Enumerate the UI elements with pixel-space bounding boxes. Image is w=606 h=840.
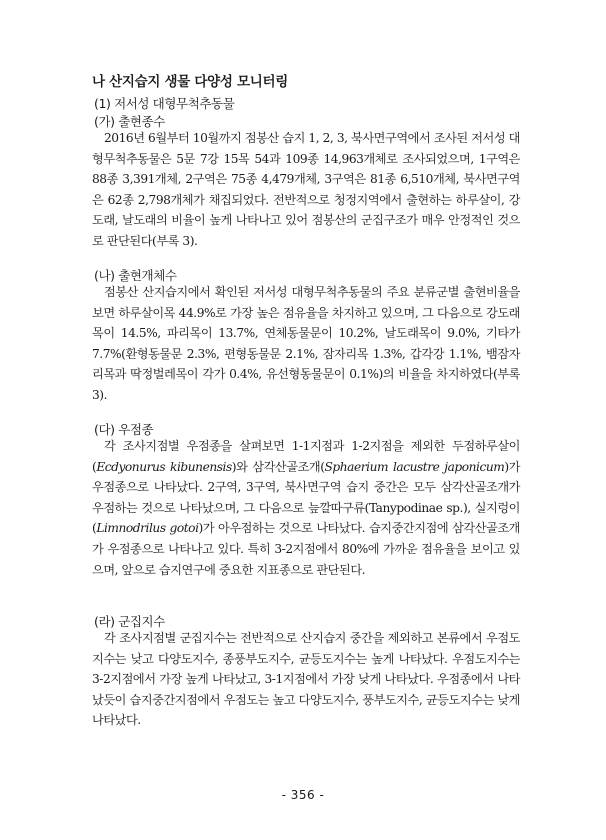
text-segment: )와 삼각산골조개( [231, 459, 325, 474]
heading-individual-count: (나) 출현개체수 [94, 268, 177, 283]
paragraph-dominant-species [92, 436, 520, 580]
scientific-name: Ecdyonurus kibunensis [96, 459, 232, 474]
paragraph-individual-count: 점봉산 산지습지에서 확인된 저서성 대형무척추동물의 주요 분류군별 출현비율을 보면 하루살이목 44.9%로 가장 높은 점유율을 차지하고 있으며, 그 다음으로 강도래목이 14.5%, 파리목이 13.7%, 연체동물문이 10.2%, 날도래목이 9.0%, 기타가 7.7%(환형동물문 2.3%, 편형동물문 2.1%, 잠자리목 1.3%, 갑각강 1.1%, 뱀잠자리목과 딱정벌레목이 각가 0.4%, 유선형동물문이 0.1%)의 비율을 차지하였다(부록 3). [92, 285, 520, 402]
text-segment: )가 우점종으로 나타났다. 2구역, 3구역, 북사면구역 습지 중간은 모두 삼각산골조개가 우점하는 것으로 나타났으며, 그 다음으로 늪깔따구류(Tanypodinae sp.), 실지렁이( [92, 459, 520, 536]
paragraph-community-index: 각 조사지점별 군집지수는 전반적으로 산지습지 중간을 제외하고 본류에서 우점도지수는 낮고 다양도지수, 종풍부도지수, 균등도지수는 높게 나타났다. 우점도지수는 3-2지점에서 가장 높게 나타났고, 3-1지점에서 가장 낮게 나타났다. 우점종에서 나타났듯이 습지중간지점에서 우점도는 높고 다양도지수, 풍부도지수, 균등도지수는 낮게 나타났다. [92, 631, 520, 728]
scientific-name: Limnodrilus gotoi [96, 521, 199, 536]
paragraph-species-count: 2016년 6월부터 10월까지 점봉산 습지 1, 2, 3, 북사면구역에서 조사된 저서성 대형무척추동물은 5문 7강 15목 54과 109종 14,963개체로 조사되었으며, 1구역은 88종 3,391개체, 2구역은 75종 4,479개체, 3구역은 81종 6,510개체, 북사면구역은 62종 2,798개체가 채집되었다. 전반적으로 청정지역에서 출현하는 하루살이, 강도래, 날도래의 비율이 높게 나타나고 있어 점봉산의 군집구조가 매우 안정적인 것으로 판단된다(부록 3). [92, 131, 520, 248]
heading-dominant-species: (다) 우점종 [94, 422, 154, 437]
heading-species-count: (가) 출현종수 [94, 114, 165, 129]
page-number: - 356 - [281, 788, 325, 802]
text-segment: 각 조사지점별 우점종을 살펴보면 1-1지점과 1-2지점을 제외한 두점하루살이( [92, 439, 520, 474]
section-title: 나 산지습지 생물 다양성 모니터링 [92, 74, 288, 90]
scientific-name: Sphaerium lacustre japonicum [324, 459, 505, 474]
text-segment: )가 아우점하는 것으로 나타났다. 습지중간지점에 삼각산골조개가 우점종으로 나타나고 있다. 특히 3-2지점에서 80%에 가까운 점유율을 보이고 있으며, 앞으로 습지연구에 중요한 지표종으로 판단된다. [92, 521, 521, 577]
heading-community-index: (라) 군집지수 [94, 614, 165, 629]
subsection-title: (1) 저서성 대형무척추동물 [94, 96, 235, 111]
